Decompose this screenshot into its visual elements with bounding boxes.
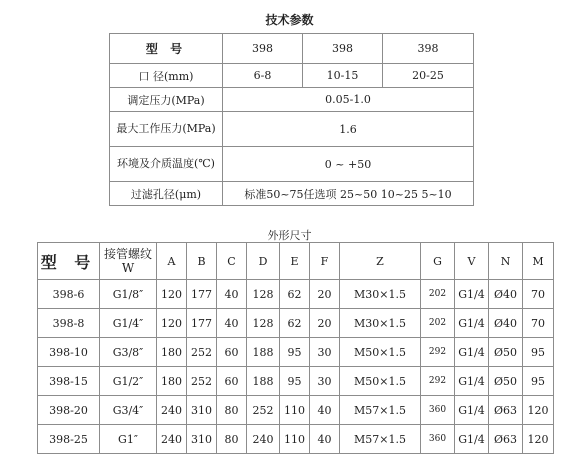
cell-d: 128 xyxy=(247,280,280,309)
cell-a: 120 xyxy=(157,280,187,309)
cell-model: 398-8 xyxy=(38,309,100,338)
cell-z: M50×1.5 xyxy=(340,367,421,396)
col-header-model: 型 号 xyxy=(38,243,100,280)
table-row xyxy=(110,182,474,206)
bore-value: 20-25 xyxy=(383,64,474,88)
bore-value: 10-15 xyxy=(303,64,383,88)
cell-a: 240 xyxy=(157,396,187,425)
cell-n: Ø63 xyxy=(489,396,523,425)
table-row xyxy=(110,147,474,182)
cell-v: G1/4 xyxy=(455,425,489,454)
col-header-a: A xyxy=(157,243,187,280)
tech-params-table xyxy=(109,33,474,206)
cell-f: 40 xyxy=(310,425,340,454)
cell-e: 110 xyxy=(280,396,310,425)
cell-b: 177 xyxy=(187,280,217,309)
cell-v: G1/4 xyxy=(455,367,489,396)
col-header-g: G xyxy=(421,243,455,280)
cell-g: 360 xyxy=(421,396,455,425)
col-header-v: V xyxy=(455,243,489,280)
cell-z: M30×1.5 xyxy=(340,280,421,309)
max-pressure-value: 1.6 xyxy=(223,112,474,147)
table-row xyxy=(38,425,554,454)
cell-f: 30 xyxy=(310,367,340,396)
temperature-value: 0 ~ +50 xyxy=(223,147,474,182)
table-row xyxy=(110,64,474,88)
table-row xyxy=(38,367,554,396)
cell-e: 95 xyxy=(280,338,310,367)
cell-c: 80 xyxy=(217,396,247,425)
cell-a: 180 xyxy=(157,367,187,396)
bore-label: 口 径(mm) xyxy=(110,64,223,88)
table-row xyxy=(38,338,554,367)
cell-a: 180 xyxy=(157,338,187,367)
cell-m: 120 xyxy=(523,396,554,425)
col-header-b: B xyxy=(187,243,217,280)
cell-model: 398-6 xyxy=(38,280,100,309)
model-header: 型 号 xyxy=(110,34,223,64)
header-row xyxy=(38,243,554,280)
cell-m: 120 xyxy=(523,425,554,454)
cell-thread: G1″ xyxy=(100,425,157,454)
cell-v: G1/4 xyxy=(455,309,489,338)
cell-n: Ø63 xyxy=(489,425,523,454)
table-row xyxy=(38,280,554,309)
cell-b: 252 xyxy=(187,367,217,396)
cell-c: 60 xyxy=(217,338,247,367)
cell-v: G1/4 xyxy=(455,396,489,425)
cell-m: 95 xyxy=(523,367,554,396)
col-header-z: Z xyxy=(340,243,421,280)
cell-g: 202 xyxy=(421,280,455,309)
cell-b: 310 xyxy=(187,396,217,425)
col-header-c: C xyxy=(217,243,247,280)
cell-e: 95 xyxy=(280,367,310,396)
filter-value: 标准50~75任选项 25~50 10~25 5~10 xyxy=(223,182,474,206)
cell-model: 398-25 xyxy=(38,425,100,454)
model-value: 398 xyxy=(223,34,303,64)
cell-m: 70 xyxy=(523,280,554,309)
table-row xyxy=(110,112,474,147)
model-value: 398 xyxy=(303,34,383,64)
cell-d: 128 xyxy=(247,309,280,338)
table-row xyxy=(38,309,554,338)
cell-z: M50×1.5 xyxy=(340,338,421,367)
cell-g: 202 xyxy=(421,309,455,338)
col-header-d: D xyxy=(247,243,280,280)
cell-g: 292 xyxy=(421,367,455,396)
cell-thread: G1/8″ xyxy=(100,280,157,309)
cell-a: 240 xyxy=(157,425,187,454)
dimensions-table xyxy=(37,242,554,454)
set-pressure-label: 调定压力(MPa) xyxy=(110,88,223,112)
cell-model: 398-10 xyxy=(38,338,100,367)
cell-c: 80 xyxy=(217,425,247,454)
cell-f: 30 xyxy=(310,338,340,367)
cell-z: M57×1.5 xyxy=(340,396,421,425)
cell-z: M57×1.5 xyxy=(340,425,421,454)
table-row xyxy=(110,88,474,112)
cell-b: 310 xyxy=(187,425,217,454)
table-row xyxy=(38,396,554,425)
cell-z: M30×1.5 xyxy=(340,309,421,338)
bore-value: 6-8 xyxy=(223,64,303,88)
cell-g: 360 xyxy=(421,425,455,454)
cell-e: 62 xyxy=(280,280,310,309)
cell-model: 398-15 xyxy=(38,367,100,396)
cell-m: 70 xyxy=(523,309,554,338)
cell-d: 188 xyxy=(247,367,280,396)
cell-e: 62 xyxy=(280,309,310,338)
cell-f: 20 xyxy=(310,309,340,338)
max-pressure-label: 最大工作压力(MPa) xyxy=(110,112,223,147)
cell-d: 240 xyxy=(247,425,280,454)
cell-d: 188 xyxy=(247,338,280,367)
col-header-n: N xyxy=(489,243,523,280)
dimensions-title: 外形尺寸 xyxy=(267,229,312,242)
cell-m: 95 xyxy=(523,338,554,367)
cell-b: 177 xyxy=(187,309,217,338)
cell-c: 40 xyxy=(217,280,247,309)
cell-c: 60 xyxy=(217,367,247,396)
col-header-m: M xyxy=(523,243,554,280)
col-header-e: E xyxy=(280,243,310,280)
cell-model: 398-20 xyxy=(38,396,100,425)
cell-e: 110 xyxy=(280,425,310,454)
cell-f: 20 xyxy=(310,280,340,309)
cell-n: Ø40 xyxy=(489,280,523,309)
cell-n: Ø40 xyxy=(489,309,523,338)
model-value: 398 xyxy=(383,34,474,64)
cell-f: 40 xyxy=(310,396,340,425)
cell-thread: G1/4″ xyxy=(100,309,157,338)
cell-thread: G3/8″ xyxy=(100,338,157,367)
cell-v: G1/4 xyxy=(455,280,489,309)
col-header-thread: 接管螺纹W xyxy=(100,243,157,280)
col-header-f: F xyxy=(310,243,340,280)
cell-a: 120 xyxy=(157,309,187,338)
cell-c: 40 xyxy=(217,309,247,338)
cell-n: Ø50 xyxy=(489,338,523,367)
filter-label: 过滤孔径(μm) xyxy=(110,182,223,206)
cell-g: 292 xyxy=(421,338,455,367)
set-pressure-value: 0.05-1.0 xyxy=(223,88,474,112)
cell-n: Ø50 xyxy=(489,367,523,396)
cell-v: G1/4 xyxy=(455,338,489,367)
tech-params-title: 技术参数 xyxy=(265,13,314,27)
cell-thread: G1/2″ xyxy=(100,367,157,396)
cell-b: 252 xyxy=(187,338,217,367)
cell-thread: G3/4″ xyxy=(100,396,157,425)
table-row xyxy=(110,34,474,64)
temperature-label: 环境及介质温度(℃) xyxy=(110,147,223,182)
cell-d: 252 xyxy=(247,396,280,425)
